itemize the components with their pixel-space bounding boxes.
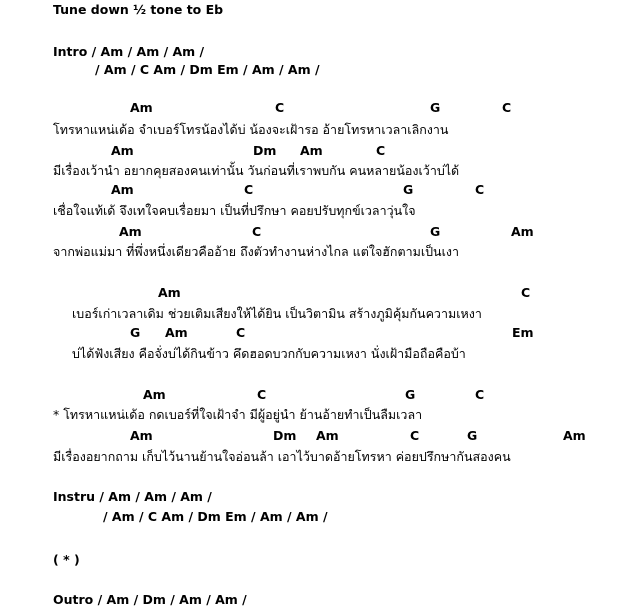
chord-label: Am <box>511 224 534 239</box>
chord-label: G <box>405 387 416 402</box>
chord-label: G <box>403 182 414 197</box>
chord-label: G <box>430 224 441 239</box>
outro-line: Outro / Am / Dm / Am / Am / <box>53 592 247 607</box>
lyric-line: จากพ่อแม่มา ที่พึ่งหนึ่งเดียวคืออ้าย ถึงตัวทำงานห่างไกล แต่ใจฮักตามเป็นเงา <box>53 244 459 259</box>
chord-label: G <box>130 325 141 340</box>
chord-label: C <box>475 387 485 402</box>
chord-label: C <box>275 100 285 115</box>
chord-label: C <box>521 285 531 300</box>
chorus-repeat-marker: ( * ) <box>53 552 80 567</box>
chord-label: G <box>467 428 478 443</box>
chord-label: C <box>244 182 254 197</box>
lyric-line: * โทรหาแหน่เด้อ กดเบอร์ที่ใจเฝ้าจำ มีผู้อยู่นำ ย้านอ้ายทำเป็นลืมเวลา <box>53 407 423 422</box>
chord-label: Am <box>563 428 586 443</box>
chord-label: C <box>236 325 246 340</box>
chord-label: Am <box>300 143 323 158</box>
chord-label: Am <box>316 428 339 443</box>
chord-label: C <box>502 100 512 115</box>
lyric-line: มีเรื่องเว้านำ อยากคุยสองคนเท่านั้น วันก่อนที่เราพบกัน คนหลายน้องเว้าบ่ได้ <box>53 163 460 178</box>
chord-label: C <box>376 143 386 158</box>
chord-label: G <box>430 100 441 115</box>
intro-line-1: Intro / Am / Am / Am / <box>53 44 205 59</box>
chord-label: C <box>410 428 420 443</box>
chord-label: C <box>257 387 267 402</box>
chord-label: Am <box>119 224 142 239</box>
chord-label: C <box>475 182 485 197</box>
lyric-line: บ่ได้ฟังเสียง คือจั่งบ่ได้กินข้าว คึดฮอดบวกกับความเหงา นั่งเฝ้ามือถือคือบ้า <box>72 346 466 361</box>
chord-label: Am <box>130 100 153 115</box>
chord-label: Am <box>111 143 134 158</box>
lyric-line: มีเรื่องอยากถาม เก็บไว้นานย้านใจอ่อนล้า เอาไว้บาดอ้ายโทรหา ค่อยปรึกษากันสองคน <box>53 449 511 464</box>
chord-label: Dm <box>273 428 297 443</box>
chord-label: Am <box>130 428 153 443</box>
chord-label: C <box>252 224 262 239</box>
lyric-line: โทรหาแหน่เด้อ จำเบอร์โทรน้องได้บ่ น้องจะเฝ้ารอ อ้ายโทรหาเวลาเลิกงาน <box>53 122 449 137</box>
chord-label: Em <box>512 325 534 340</box>
chord-label: Am <box>111 182 134 197</box>
lyric-line: เบอร์เก่าเวลาเดิม ช่วยเติมเสียงให้ได้ยิน เป็นวิตามิน สร้างภูมิคุ้มกันความเหงา <box>72 306 482 321</box>
chord-label: Am <box>165 325 188 340</box>
instru-line-2: / Am / C Am / Dm Em / Am / Am / <box>103 509 328 524</box>
chord-label: Am <box>143 387 166 402</box>
lyric-line: เชื่อใจแท้เด้ จึงเทใจคบเรื่อยมา เป็นที่ปรึกษา คอยปรับทุกข์เวลาวุ่นใจ <box>53 203 416 218</box>
tuning-title: Tune down ½ tone to Eb <box>53 2 224 17</box>
chord-label: Dm <box>253 143 277 158</box>
chord-label: Am <box>158 285 181 300</box>
intro-line-2: / Am / C Am / Dm Em / Am / Am / <box>95 62 320 77</box>
instru-line-1: Instru / Am / Am / Am / <box>53 489 212 504</box>
